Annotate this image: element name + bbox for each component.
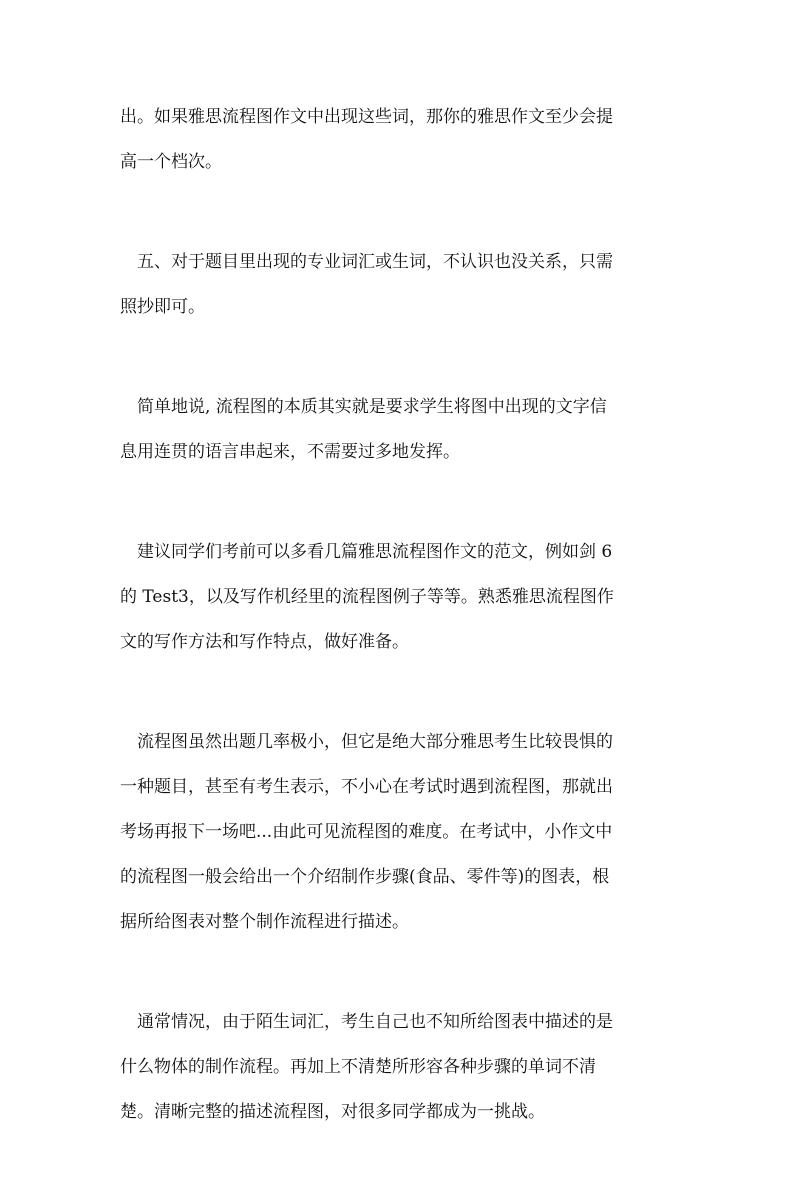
text-line: 简单地说, 流程图的本质其实就是要求学生将图中出现的文字信 (137, 397, 607, 417)
text-line: 息用连贯的语言串起来，不需要过多地发挥。 (120, 442, 460, 462)
paragraph-difficulty (120, 720, 680, 945)
document-body (120, 95, 680, 1190)
paragraph-vocabulary (120, 1000, 680, 1135)
text-line: 楚。清晰完整的描述流程图，对很多同学都成为一挑战。 (120, 1102, 545, 1122)
paragraph-continuation (120, 95, 680, 185)
text-line: 什么物体的制作流程。再加上不清楚所形容各种步骤的单词不清 (120, 1057, 596, 1077)
text-line: 据所给图表对整个制作流程进行描述。 (120, 912, 409, 932)
paragraph-summary (120, 385, 680, 475)
text-line: 五、对于题目里出现的专业词汇或生词，不认识也没关系，只需 (137, 252, 613, 272)
text-line: 通常情况，由于陌生词汇，考生自己也不知所给图表中描述的是 (137, 1012, 613, 1032)
text-line: 出。如果雅思流程图作文中出现这些词，那你的雅思作文至少会提 (120, 107, 613, 127)
paragraph-advice (120, 530, 680, 665)
text-line: 照抄即可。 (120, 297, 205, 317)
text-line: 的流程图一般会给出一个介绍制作步骤(食品、零件等)的图表，根 (120, 867, 610, 887)
text-line: 文的写作方法和写作特点，做好准备。 (120, 632, 409, 652)
text-line: 高一个档次。 (120, 152, 222, 172)
text-line: 的 Test3，以及写作机经里的流程图例子等等。熟悉雅思流程图作 (120, 587, 614, 607)
text-line: 流程图虽然出题几率极小，但它是绝大部分雅思考生比较畏惧的 (137, 732, 613, 752)
text-line: 一种题目，甚至有考生表示，不小心在考试时遇到流程图，那就出 (120, 777, 613, 797)
text-line: 建议同学们考前可以多看几篇雅思流程图作文的范文，例如剑 6 (137, 542, 613, 562)
paragraph-point-five (120, 240, 680, 330)
text-line: 考场再报下一场吧...由此可见流程图的难度。在考试中，小作文中 (120, 822, 613, 842)
